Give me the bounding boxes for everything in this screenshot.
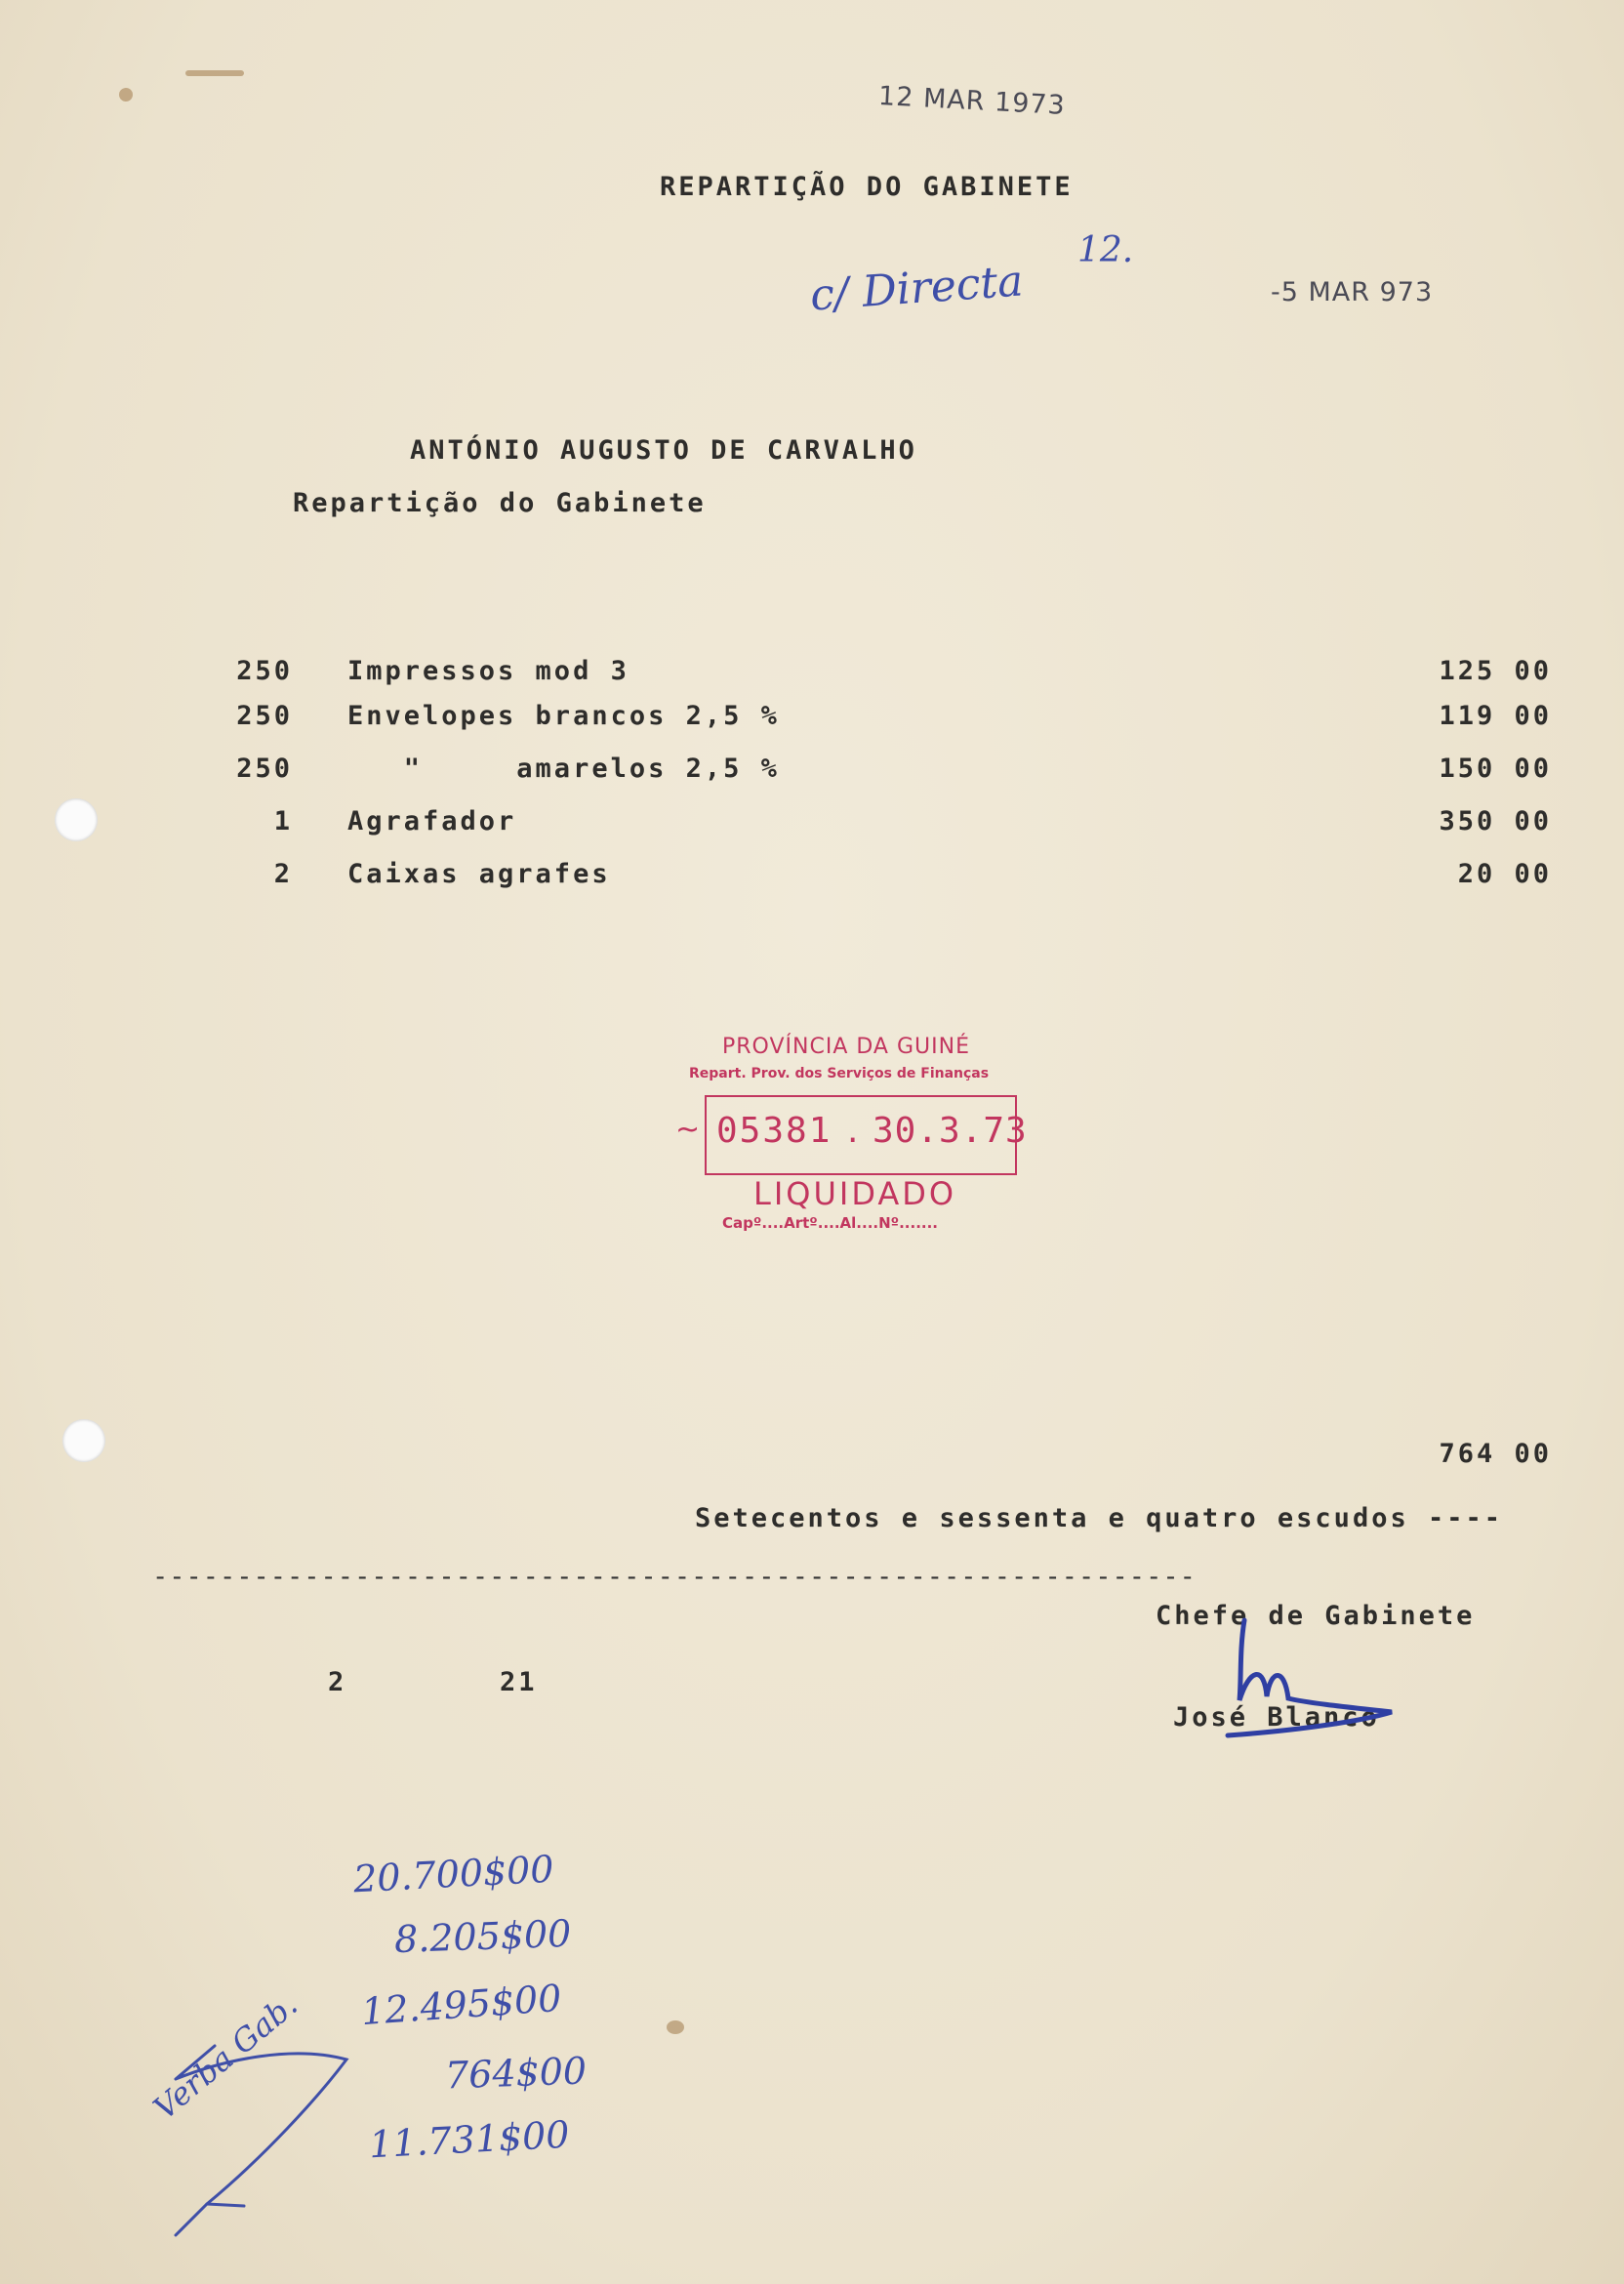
ref-left: 2 <box>328 1667 347 1697</box>
handwritten-sum: 11.731$00 <box>367 2112 571 2167</box>
item-description: " amarelos 2,5 % <box>347 754 780 784</box>
signature-name: José Blanco <box>1173 1702 1380 1733</box>
item-amount: 150 00 <box>1439 754 1552 784</box>
handwritten-sum: 8.205$00 <box>393 1911 573 1962</box>
stamp-status: LIQUIDADO <box>753 1175 957 1212</box>
item-description: Envelopes brancos 2,5 % <box>347 701 780 731</box>
signature-title: Chefe de Gabinete <box>1156 1601 1476 1631</box>
addressee-department: Repartição do Gabinete <box>293 488 707 518</box>
item-amount: 350 00 <box>1439 806 1552 836</box>
liquidation-stamp: PROVÍNCIA DA GUINÉ Repart. Prov. dos Serviços de Finanças ~ 05381 . 30.3.73 LIQUIDADO Capº....Artº....Al....Nº....... <box>675 1035 1028 1232</box>
handwritten-margin-note: Verba Gab. <box>146 1985 304 2128</box>
item-qty: 250 <box>236 701 293 731</box>
handwritten-sum: 12.495$00 <box>359 1976 563 2034</box>
item-amount: 119 00 <box>1439 701 1552 731</box>
date-stamp: -5 MAR 973 <box>1271 277 1434 307</box>
item-qty: 1 <box>273 806 293 836</box>
stamp-footer: Capº....Artº....Al....Nº....... <box>722 1214 938 1232</box>
addressee-name: ANTÓNIO AUGUSTO DE CARVALHO <box>410 435 917 466</box>
item-description: Caixas agrafes <box>347 859 611 889</box>
stamp-province: PROVÍNCIA DA GUINÉ <box>722 1035 970 1059</box>
handwritten-note: c/ Directa <box>808 256 1025 321</box>
punch-hole <box>62 1419 105 1462</box>
ref-right: 21 <box>500 1667 538 1697</box>
dashed-rule: -------------------------------------------------------------- <box>152 1562 1197 1592</box>
stamp-department: Repart. Prov. dos Serviços de Finanças <box>689 1066 990 1081</box>
paper-stain <box>667 2020 684 2034</box>
handwritten-sum: 20.700$00 <box>351 1847 555 1901</box>
item-description: Impressos mod 3 <box>347 656 629 686</box>
item-qty: 250 <box>236 656 293 686</box>
handwritten-sum: 764$00 <box>444 2049 588 2098</box>
stamp-date: 30.3.73 <box>873 1111 1028 1151</box>
item-qty: 2 <box>273 859 293 889</box>
total-amount: 764 00 <box>1439 1439 1552 1469</box>
punch-hole <box>55 798 98 841</box>
handwritten-number: 12. <box>1077 230 1134 270</box>
paper-stain <box>119 88 133 102</box>
total-in-words: Setecentos e sessenta e quatro escudos ---- <box>695 1503 1503 1533</box>
stamp-number: 05381 <box>716 1111 832 1151</box>
handwritten-signature <box>1220 1611 1415 1747</box>
paper-stain <box>185 70 244 76</box>
item-description: Agrafador <box>347 806 517 836</box>
item-amount: 125 00 <box>1439 656 1552 686</box>
header-title: REPARTIÇÃO DO GABINETE <box>660 172 1074 202</box>
item-qty: 250 <box>236 754 293 784</box>
item-amount: 20 00 <box>1457 859 1552 889</box>
received-date-stamp: 12 MAR 1973 <box>877 81 1067 121</box>
